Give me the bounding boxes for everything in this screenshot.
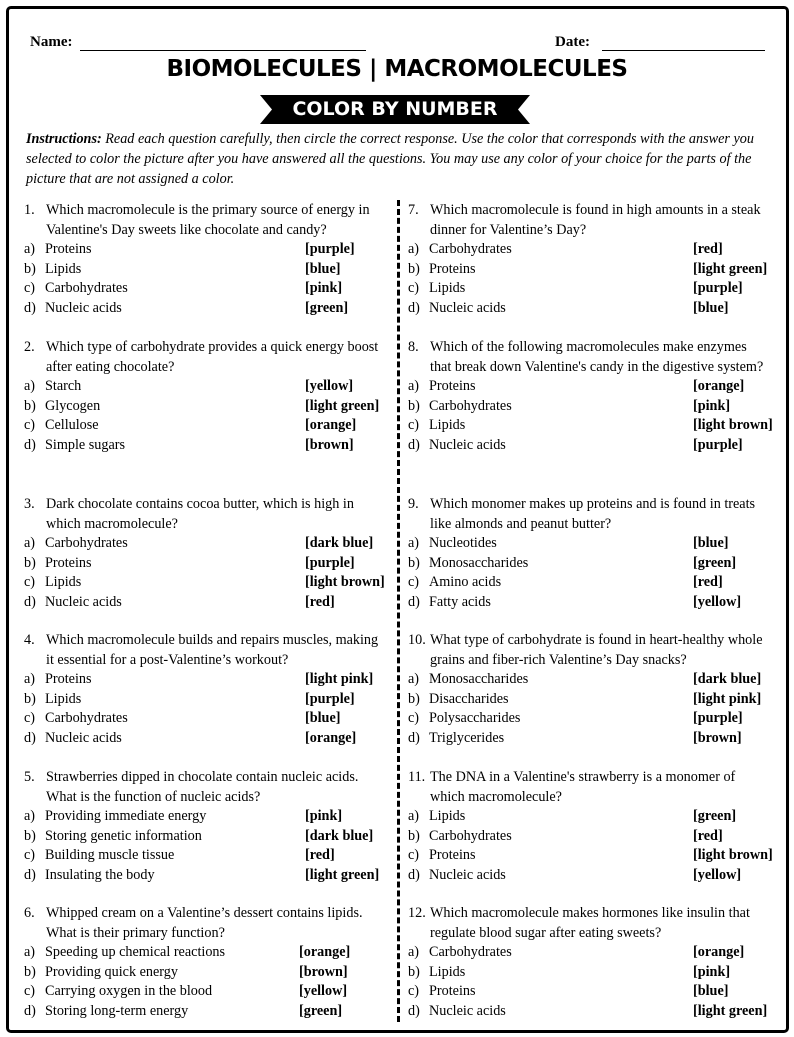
option-text: Nucleic acids	[429, 866, 506, 883]
option-text: Lipids	[429, 808, 466, 824]
option-color: [pink]	[693, 397, 731, 414]
question-stem	[24, 631, 388, 670]
answer-option[interactable]	[24, 240, 388, 260]
option-letter: a)	[24, 378, 36, 394]
option-color: [yellow]	[299, 983, 348, 999]
option-text: Lipids	[429, 280, 466, 296]
option-text: Amino acids	[429, 574, 502, 590]
option-color: [brown]	[299, 963, 348, 980]
option-color: [light green]	[305, 397, 380, 414]
question-number: 5.	[24, 769, 35, 785]
option-text: Fatty acids	[429, 593, 491, 610]
option-color: [purple]	[305, 554, 355, 571]
option-letter: d)	[408, 436, 420, 453]
option-text: Building muscle tissue	[45, 847, 175, 863]
option-color: [pink]	[305, 280, 343, 296]
option-color: [red]	[305, 593, 335, 610]
option-letter: d)	[24, 1002, 36, 1019]
option-letter: c)	[24, 574, 36, 590]
option-letter: a)	[408, 944, 420, 960]
option-color: [green]	[299, 1002, 343, 1019]
answer-option[interactable]	[24, 709, 388, 729]
question-number: 2.	[24, 339, 35, 355]
option-color: [green]	[305, 299, 349, 316]
answer-option[interactable]	[408, 670, 766, 690]
question-text: The DNA in a Valentine's strawberry is a monomer of which macromolecule?	[430, 769, 736, 805]
option-text: Triglycerides	[429, 729, 505, 746]
option-color: [blue]	[305, 260, 341, 277]
option-letter: b)	[24, 397, 36, 414]
question-text: Whipped cream on a Valentine’s dessert contains lipids. What is their primary function?	[46, 905, 363, 941]
option-color: [purple]	[693, 280, 743, 296]
answer-option[interactable]	[408, 260, 766, 280]
option-color: [brown]	[693, 729, 742, 746]
option-letter: a)	[24, 535, 36, 551]
option-letter: c)	[408, 417, 420, 433]
answer-option[interactable]	[24, 729, 388, 749]
option-color: [red]	[693, 241, 723, 257]
option-text: Lipids	[45, 574, 82, 590]
answer-option[interactable]	[24, 670, 388, 690]
option-text: Carbohydrates	[429, 241, 512, 257]
answer-option[interactable]	[24, 827, 388, 847]
answer-option[interactable]	[24, 866, 388, 886]
option-color: [yellow]	[693, 593, 742, 610]
question-number: 8.	[408, 339, 419, 355]
answer-option[interactable]	[24, 299, 388, 319]
question-text: Which macromolecule builds and repairs muscles, making it essential for a post-Valentine’s workout?	[46, 632, 379, 668]
option-letter: c)	[24, 983, 36, 999]
option-color: [purple]	[693, 710, 743, 726]
question-7	[408, 201, 766, 318]
option-color: [blue]	[693, 983, 729, 999]
answer-option[interactable]	[408, 943, 766, 963]
question-number: 3.	[24, 496, 35, 512]
answer-option[interactable]	[408, 846, 773, 866]
option-letter: a)	[24, 241, 36, 257]
question-number: 1.	[24, 202, 35, 218]
option-text: Lipids	[429, 963, 466, 980]
option-color: [light brown]	[693, 847, 773, 863]
answer-option[interactable]	[408, 436, 766, 456]
option-text: Nucleic acids	[45, 593, 122, 610]
question-2	[24, 338, 388, 455]
option-letter: b)	[24, 827, 36, 844]
question-stem	[408, 904, 766, 943]
option-letter: c)	[408, 280, 420, 296]
answer-option[interactable]	[24, 279, 388, 299]
worksheet-title: BIOMOLECULES | MACROMOLECULES	[166, 56, 628, 82]
option-text: Carbohydrates	[45, 710, 128, 726]
answer-option[interactable]	[408, 240, 766, 260]
option-text: Proteins	[45, 554, 92, 571]
option-color: [light green]	[305, 866, 380, 883]
option-letter: d)	[24, 866, 36, 883]
option-color: [green]	[693, 808, 737, 824]
option-text: Proteins	[429, 260, 476, 277]
answer-option[interactable]	[408, 416, 773, 436]
option-color: [yellow]	[305, 378, 354, 394]
answer-option[interactable]	[408, 573, 766, 593]
banner-text: COLOR BY NUMBER	[292, 98, 498, 120]
option-letter: d)	[24, 436, 36, 453]
answer-option[interactable]	[408, 709, 766, 729]
answer-option[interactable]	[24, 573, 388, 593]
option-text: Carrying oxygen in the blood	[45, 983, 213, 999]
question-stem	[24, 338, 388, 377]
option-text: Storing genetic information	[45, 827, 202, 844]
answer-option[interactable]	[408, 554, 766, 574]
option-color: [red]	[693, 574, 723, 590]
option-letter: c)	[408, 847, 420, 863]
name-field-line[interactable]	[80, 50, 366, 51]
question-9	[408, 495, 766, 612]
question-text: Which of the following macromolecules make enzymes that break down Valentine's candy in the digestive system?	[430, 339, 764, 375]
question-number: 12.	[408, 905, 426, 921]
option-text: Carbohydrates	[45, 535, 128, 551]
option-text: Carbohydrates	[429, 397, 512, 414]
option-color: [green]	[693, 554, 737, 571]
instructions-text: Read each question carefully, then circle the correct response. Use the color that corresponds with the answer you selected to color the picture after you have answered all the questions. You may use any color of your choice for the parts of the picture that are not assigned a color.	[26, 131, 754, 187]
name-label: Name:	[30, 34, 73, 50]
answer-option[interactable]	[24, 690, 388, 710]
option-letter: a)	[408, 241, 420, 257]
option-letter: b)	[408, 827, 420, 844]
option-letter: a)	[408, 671, 420, 687]
option-color: [dark blue]	[693, 671, 762, 687]
answer-option[interactable]	[24, 943, 388, 963]
date-field-line[interactable]	[602, 50, 765, 51]
question-text: Strawberries dipped in chocolate contain nucleic acids. What is the function of nucleic acids?	[46, 769, 359, 805]
option-color: [dark blue]	[305, 535, 374, 551]
option-text: Starch	[45, 378, 82, 394]
answer-option[interactable]	[408, 982, 766, 1002]
question-text: Which type of carbohydrate provides a quick energy boost after eating chocolate?	[46, 339, 379, 375]
answer-option[interactable]	[408, 299, 766, 319]
answer-option[interactable]	[24, 963, 388, 983]
option-letter: b)	[408, 963, 420, 980]
question-text: Dark chocolate contains cocoa butter, which is high in which macromolecule?	[46, 496, 354, 532]
question-8	[408, 338, 773, 455]
answer-option[interactable]	[408, 534, 766, 554]
option-text: Proteins	[45, 671, 92, 687]
option-text: Glycogen	[45, 397, 101, 414]
question-stem	[408, 201, 766, 240]
option-color: [purple]	[305, 690, 355, 707]
question-number: 11.	[408, 769, 426, 785]
option-text: Proteins	[45, 241, 92, 257]
column-divider	[397, 200, 400, 1022]
option-letter: b)	[408, 397, 420, 414]
question-text: What type of carbohydrate is found in heart-healthy whole grains and fiber-rich Valentine’s Day snacks?	[430, 632, 763, 668]
option-color: [light green]	[693, 260, 768, 277]
option-letter: d)	[408, 593, 420, 610]
question-stem	[24, 495, 388, 534]
question-3	[24, 495, 388, 612]
option-letter: c)	[24, 847, 36, 863]
option-letter: b)	[24, 690, 36, 707]
answer-option[interactable]	[408, 807, 766, 827]
option-color: [blue]	[305, 710, 341, 726]
option-color: [red]	[305, 847, 335, 863]
answer-option[interactable]	[408, 1002, 766, 1022]
option-letter: b)	[408, 554, 420, 571]
option-letter: c)	[24, 417, 36, 433]
option-color: [orange]	[693, 944, 745, 960]
option-letter: d)	[24, 593, 36, 610]
option-text: Providing quick energy	[45, 963, 178, 980]
answer-option[interactable]	[408, 593, 766, 613]
question-6	[24, 904, 388, 1021]
option-letter: c)	[24, 710, 36, 726]
option-color: [light brown]	[305, 574, 385, 590]
option-text: Cellulose	[45, 417, 99, 433]
question-text: Which macromolecule is found in high amounts in a steak dinner for Valentine’s Day?	[430, 202, 761, 238]
answer-option[interactable]	[408, 279, 766, 299]
answer-option[interactable]	[24, 377, 388, 397]
option-text: Carbohydrates	[429, 827, 512, 844]
answer-option[interactable]	[408, 866, 766, 886]
answer-option[interactable]	[24, 554, 388, 574]
answer-option[interactable]	[24, 260, 388, 280]
option-color: [blue]	[693, 535, 729, 551]
option-text: Proteins	[429, 847, 476, 863]
option-text: Proteins	[429, 378, 476, 394]
question-stem	[24, 201, 388, 240]
option-letter: d)	[408, 1002, 420, 1019]
question-stem	[408, 495, 766, 534]
answer-option[interactable]	[24, 534, 388, 554]
question-stem	[408, 768, 766, 807]
option-text: Polysaccharides	[429, 710, 521, 726]
answer-option[interactable]	[24, 416, 388, 436]
question-number: 10.	[408, 632, 426, 648]
question-number: 7.	[408, 202, 419, 218]
question-1	[24, 201, 388, 318]
option-letter: a)	[408, 378, 420, 394]
question-number: 9.	[408, 496, 419, 512]
option-color: [dark blue]	[305, 827, 374, 844]
option-text: Speeding up chemical reactions	[45, 944, 226, 960]
option-color: [light pink]	[693, 690, 762, 707]
option-letter: c)	[408, 710, 420, 726]
question-stem	[408, 338, 766, 377]
answer-option[interactable]	[408, 377, 766, 397]
question-text: Which monomer makes up proteins and is found in treats like almonds and peanut butter?	[430, 496, 756, 532]
option-text: Monosaccharides	[429, 554, 529, 571]
option-color: [brown]	[305, 436, 354, 453]
option-letter: c)	[408, 574, 420, 590]
option-color: [light green]	[693, 1002, 768, 1019]
option-color: [pink]	[693, 963, 731, 980]
option-color: [light pink]	[305, 671, 374, 687]
option-letter: b)	[24, 554, 36, 571]
question-text: Which macromolecule is the primary source of energy in Valentine's Day sweets like chocolate and candy?	[46, 202, 370, 238]
date-label: Date:	[555, 34, 590, 50]
answer-option[interactable]	[24, 982, 388, 1002]
question-text: Which macromolecule makes hormones like insulin that regulate blood sugar after eating sweets?	[430, 905, 750, 941]
option-letter: b)	[24, 963, 36, 980]
option-color: [red]	[693, 827, 723, 844]
option-letter: a)	[408, 808, 420, 824]
instructions	[26, 129, 768, 189]
option-text: Carbohydrates	[45, 280, 128, 296]
option-text: Storing long-term energy	[45, 1002, 189, 1019]
answer-option[interactable]	[408, 827, 766, 847]
option-text: Nucleic acids	[429, 1002, 506, 1019]
option-letter: d)	[24, 729, 36, 746]
option-letter: b)	[408, 260, 420, 277]
option-color: [purple]	[305, 241, 355, 257]
option-letter: a)	[408, 535, 420, 551]
option-text: Nucleic acids	[429, 299, 506, 316]
question-4	[24, 631, 388, 748]
question-stem	[24, 904, 388, 943]
question-number: 4.	[24, 632, 35, 648]
answer-option[interactable]	[408, 729, 766, 749]
option-color: [orange]	[305, 729, 357, 746]
question-12	[408, 904, 766, 1021]
answer-option[interactable]	[408, 690, 766, 710]
option-color: [orange]	[693, 378, 745, 394]
option-text: Simple sugars	[45, 436, 125, 453]
answer-option[interactable]	[24, 846, 388, 866]
question-11	[408, 768, 773, 885]
option-text: Lipids	[45, 690, 82, 707]
option-color: [pink]	[305, 808, 343, 824]
option-color: [blue]	[693, 299, 729, 316]
option-text: Nucleotides	[429, 535, 497, 551]
question-5	[24, 768, 388, 885]
answer-option[interactable]	[24, 397, 388, 417]
answer-option[interactable]	[408, 963, 766, 983]
option-letter: b)	[408, 690, 420, 707]
option-letter: d)	[408, 729, 420, 746]
option-text: Nucleic acids	[429, 436, 506, 453]
option-letter: d)	[408, 866, 420, 883]
instructions-lead: Instructions:	[26, 131, 102, 147]
option-color: [light brown]	[693, 417, 773, 433]
option-text: Carbohydrates	[429, 944, 512, 960]
answer-option[interactable]	[408, 397, 766, 417]
option-letter: a)	[24, 808, 36, 824]
option-text: Providing immediate energy	[45, 808, 207, 824]
answer-option[interactable]	[24, 436, 388, 456]
option-color: [yellow]	[693, 866, 742, 883]
option-text: Lipids	[45, 260, 82, 277]
option-letter: b)	[24, 260, 36, 277]
option-color: [purple]	[693, 436, 743, 453]
option-letter: c)	[408, 983, 420, 999]
answer-option[interactable]	[24, 593, 388, 613]
option-letter: a)	[24, 944, 36, 960]
question-10	[408, 631, 766, 748]
option-text: Lipids	[429, 417, 466, 433]
option-color: [orange]	[305, 417, 357, 433]
option-letter: c)	[24, 280, 36, 296]
question-stem	[24, 768, 388, 807]
option-text: Nucleic acids	[45, 299, 122, 316]
option-letter: d)	[24, 299, 36, 316]
option-text: Insulating the body	[45, 866, 155, 883]
option-letter: d)	[408, 299, 420, 316]
option-text: Monosaccharides	[429, 671, 529, 687]
question-number: 6.	[24, 905, 35, 921]
option-text: Nucleic acids	[45, 729, 122, 746]
answer-option[interactable]	[24, 807, 388, 827]
option-color: [orange]	[299, 944, 351, 960]
question-stem	[408, 631, 766, 670]
option-letter: a)	[24, 671, 36, 687]
option-text: Proteins	[429, 983, 476, 999]
answer-option[interactable]	[24, 1002, 388, 1022]
option-text: Disaccharides	[429, 690, 509, 707]
